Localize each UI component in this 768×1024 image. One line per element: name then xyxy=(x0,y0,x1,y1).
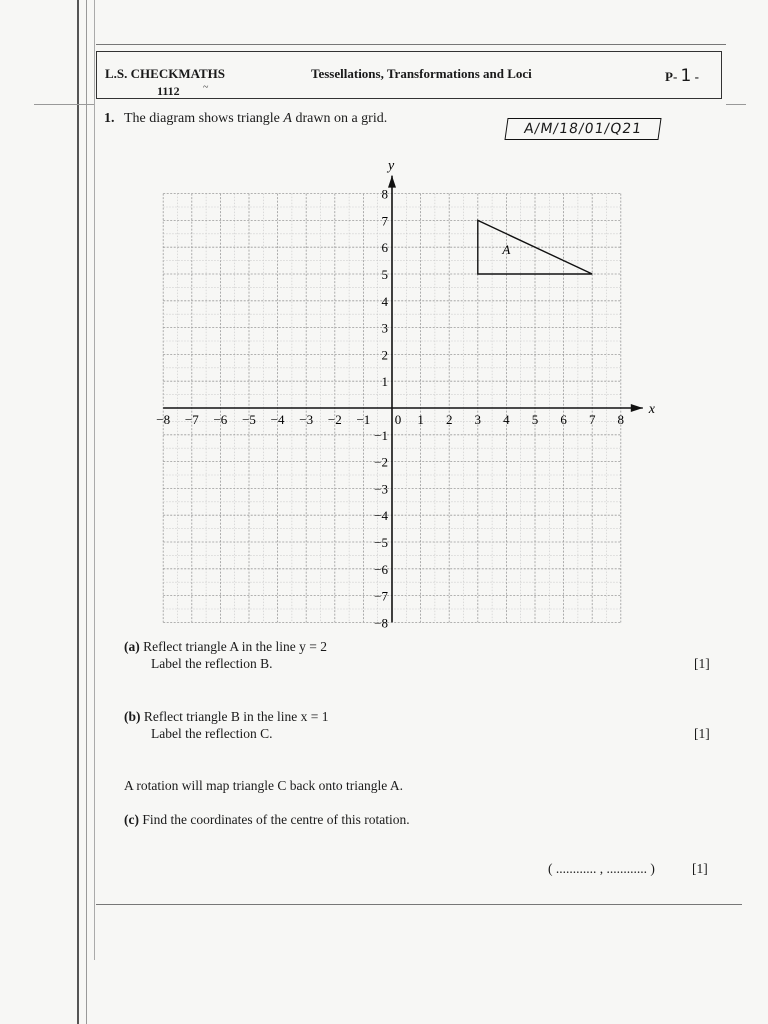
margin-line xyxy=(77,0,79,1024)
y-tick-label: −3 xyxy=(374,481,388,497)
x-tick-label: 4 xyxy=(503,412,510,427)
part-a xyxy=(124,638,327,672)
x-tick-label: −4 xyxy=(270,412,285,427)
y-tick-label: 2 xyxy=(381,347,388,363)
side-dash xyxy=(726,104,746,105)
part-a-line1: Reflect triangle A in the line y = 2 xyxy=(143,639,327,654)
y-axis-arrow xyxy=(388,176,396,188)
reference-code: A/M/18/01/Q21 xyxy=(504,118,661,140)
x-axis-arrow xyxy=(631,404,643,412)
part-c-label: (c) xyxy=(124,812,139,827)
y-tick-label: 6 xyxy=(381,240,388,256)
pen-mark: ~ xyxy=(203,82,209,93)
question-text: The diagram shows triangle A drawn on a grid. xyxy=(124,111,388,126)
side-dash xyxy=(34,104,94,105)
part-c-line1: Find the coordinates of the centre of this rotation. xyxy=(142,812,410,827)
part-a-label: (a) xyxy=(124,639,140,654)
x-tick-label: −3 xyxy=(299,412,314,427)
margin-line xyxy=(86,0,87,1024)
part-c-mark: [1] xyxy=(692,861,708,876)
page-number: P- 1 - xyxy=(665,66,699,86)
y-tick-label: −8 xyxy=(374,615,388,630)
bottom-rule xyxy=(96,904,742,905)
x-tick-label: 1 xyxy=(417,412,424,427)
x-tick-label: 7 xyxy=(588,412,596,427)
x-tick-label: 0 xyxy=(394,412,402,427)
part-b-line2: Label the reflection C. xyxy=(151,726,273,741)
x-tick-label: −5 xyxy=(242,412,256,427)
y-tick-label: 1 xyxy=(381,374,388,390)
y-tick-label: 5 xyxy=(381,267,388,282)
y-tick-label: −7 xyxy=(374,588,388,604)
x-tick-label: −7 xyxy=(184,412,199,427)
x-tick-label: 6 xyxy=(560,412,567,427)
y-tick-label: −2 xyxy=(374,454,388,470)
x-tick-label: 5 xyxy=(531,412,539,427)
x-axis-label: x xyxy=(648,402,656,417)
part-b xyxy=(124,708,328,742)
y-tick-label: −1 xyxy=(374,427,388,443)
y-tick-label: −6 xyxy=(374,561,388,577)
part-b-label: (b) xyxy=(124,709,141,724)
question-number: 1. xyxy=(104,111,115,126)
y-tick-label: 3 xyxy=(381,320,388,336)
x-tick-label: −8 xyxy=(156,412,171,427)
page-header xyxy=(96,51,722,99)
x-tick-label: 2 xyxy=(445,412,453,427)
y-tick-label: 4 xyxy=(381,293,388,309)
y-axis-label: y xyxy=(388,158,395,174)
part-b-mark: [1] xyxy=(694,726,710,741)
triangle-a-label: A xyxy=(502,241,511,257)
y-tick-label: −4 xyxy=(374,508,388,524)
page-title: Tessellations, Transformations and Loci xyxy=(311,66,532,81)
y-tick-label: −5 xyxy=(374,535,388,550)
answer-line[interactable]: ( ............ , ............ ) xyxy=(548,861,655,876)
coordinate-grid xyxy=(140,140,680,630)
part-a-line2: Label the reflection B. xyxy=(151,656,273,671)
x-tick-label: 3 xyxy=(474,412,482,427)
y-tick-label: 7 xyxy=(381,213,388,229)
x-tick-label: −2 xyxy=(327,412,342,427)
y-tick-label: 8 xyxy=(381,186,388,202)
rotation-statement: A rotation will map triangle C back onto triangle A. xyxy=(124,778,403,793)
x-tick-label: 8 xyxy=(617,412,625,427)
school-name: L.S. CHECKMATHS xyxy=(105,66,226,81)
part-b-line1: Reflect triangle B in the line x = 1 xyxy=(143,709,329,724)
triangle-a xyxy=(478,220,592,274)
margin-line xyxy=(94,0,95,960)
part-a-mark: [1] xyxy=(694,656,710,671)
x-tick-label: −1 xyxy=(356,412,371,427)
top-rule xyxy=(96,44,726,45)
school-code: 1112 xyxy=(157,84,180,98)
part-c xyxy=(124,811,410,828)
x-tick-label: −6 xyxy=(213,412,228,427)
